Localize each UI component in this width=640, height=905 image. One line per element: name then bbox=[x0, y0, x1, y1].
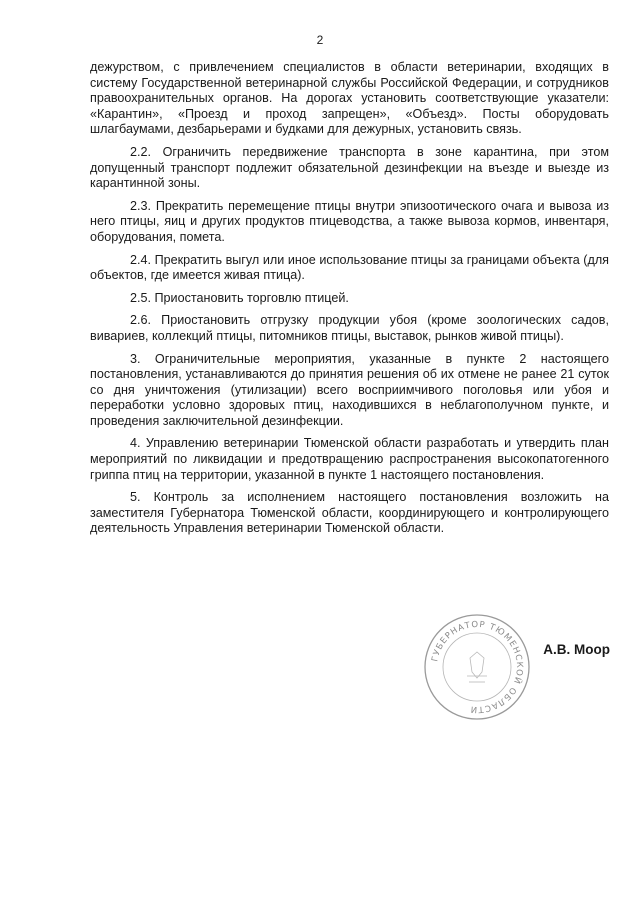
paragraph-2-2: 2.2. Ограничить передвижение транспорта в зоне карантина, при этом допущенный транспорт подлежит обязательной дезинфекции на въезде и выезде из карантинной зоны. bbox=[90, 144, 609, 191]
page-number: 2 bbox=[316, 33, 324, 47]
svg-text:ГУБЕРНАТОР ТЮМЕНСКОЙ ОБЛАСТИ: ГУБЕРНАТОР ТЮМЕНСКОЙ ОБЛАСТИ bbox=[430, 619, 525, 715]
signer-name: А.В. Моор bbox=[543, 642, 610, 657]
paragraph-continued: дежурством, с привлечением специалистов в области ветеринарии, входящих в систему Государственной ветеринарной службы Российской Федерации, и сотрудников правоохранительных органов. На дорогах установить соответствующие указатели: «Карантин», «Проезд и проход запрещен», «Объезд». Посты оборудовать шлагбаумами, дезбарьерами и будками для дежурных, установить связь. bbox=[90, 60, 609, 137]
paragraph-2-5: 2.5. Приостановить торговлю птицей. bbox=[130, 290, 349, 305]
paragraph-4: 4. Управлению ветеринарии Тюменской области разработать и утвердить план мероприятий по ликвидации и предотвращению распространения высокопатогенного гриппа птиц на территории, указанной в пункте 1 настоящего постановления. bbox=[90, 436, 609, 482]
paragraph-2-6: 2.6. Приостановить отгрузку продукции убоя (кроме зоологических садов, вивариев, коллекций птицы, питомников птицы, выставок, рынков живой птицы). bbox=[90, 313, 609, 343]
document-body bbox=[90, 60, 609, 544]
paragraph-2-3: 2.3. Прекратить перемещение птицы внутри эпизоотического очага и вывоза из него птицы, яиц и других продуктов птицеводства, а также вывоза кормов, инвентаря, оборудования, помета. bbox=[90, 198, 609, 244]
paragraph-3: 3. Ограничительные мероприятия, указанные в пункте 2 настоящего постановления, устанавливаются до принятия решения об их отмене не ранее 21 суток со дня уничтожения (утилизации) всего восприимчивого поголовья или убоя и переработки условно здоровых птиц, находившихся в неблагополучном пункте, и проведения заключительной дезинфекции. bbox=[90, 351, 609, 428]
official-seal-stamp bbox=[422, 612, 532, 722]
paragraph-5: 5. Контроль за исполнением настоящего постановления возложить на заместителя Губернатора Тюменской области, координирующего и контролирующего деятельность Управления ветеринарии Тюменской области. bbox=[90, 490, 609, 536]
paragraph-2-4: 2.4. Прекратить выгул или иное использование птицы за границами объекта (для объектов, где имеется живая птица). bbox=[90, 252, 609, 283]
signature-block bbox=[420, 612, 620, 722]
